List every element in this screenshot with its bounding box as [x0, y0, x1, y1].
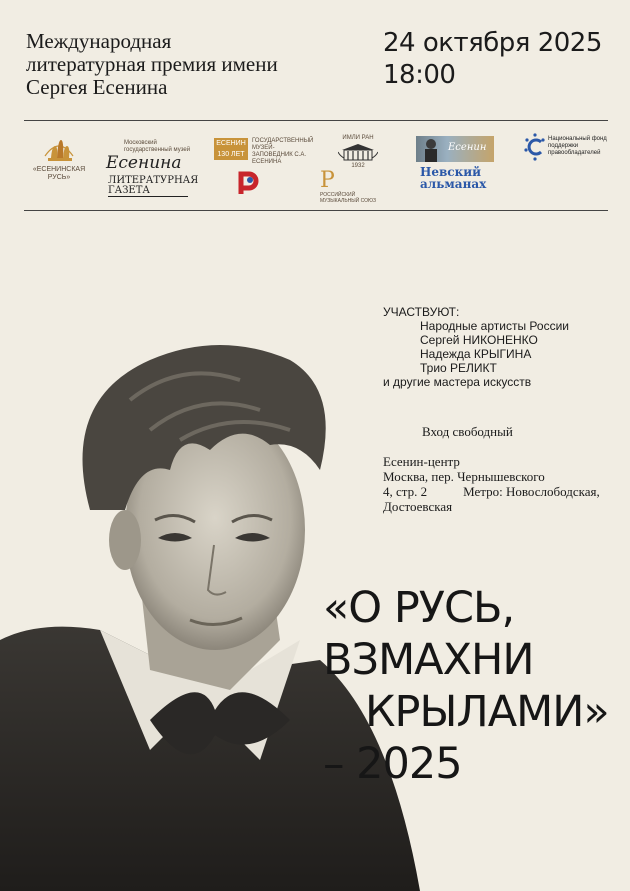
participants-others: и другие мастера искусств — [383, 375, 532, 389]
esenin-museum-logo — [106, 140, 198, 172]
imli-ran-logo — [336, 134, 380, 170]
imli-ran-caption: ИМЛИ РАН — [342, 135, 374, 141]
venue-address-building: 4, стр. 2 — [383, 484, 428, 499]
esenin-museum-script: Есенина — [106, 153, 182, 173]
participant-line: Народные артисты России — [420, 319, 569, 333]
top-divider — [24, 120, 608, 121]
esenin-130-badge: ЕСЕНИН 130 ЛЕТ — [214, 138, 248, 160]
participant-line: Надежда КРЫГИНА — [420, 347, 532, 361]
esenin-photo-banner — [416, 136, 494, 162]
esenin-rus-logo — [28, 132, 90, 182]
fund-logo — [524, 132, 608, 162]
banner-title: Есенин — [448, 142, 487, 153]
prize-title-line-3: Сергея Есенина — [26, 75, 168, 99]
venue-name: Есенин-центр — [383, 454, 460, 469]
esenin-130-caption: ГОСУДАРСТВЕННЫЙ МУЗЕЙ-ЗАПОВЕДНИК С.А. ЕСЕНИНА — [252, 138, 314, 165]
event-date: 24 октября 2025 — [383, 28, 602, 58]
headline-line-4: – 2025 — [323, 739, 462, 789]
venue-address-line-1: Москва, пер. Чернышевского — [383, 469, 545, 484]
red-p-icon — [234, 170, 260, 196]
venue-metro: Метро: Новослободская, — [463, 484, 600, 499]
music-union-caption: РОССИЙСКИЙ МУЗЫКАЛЬНЫЙ СОЮЗ — [320, 192, 377, 204]
ear-shape — [109, 510, 141, 570]
participant-line: Сергей НИКОНЕНКО — [420, 333, 538, 347]
esenin-130-logo — [214, 138, 314, 166]
esenin-rus-caption: «ЕСЕНИНСКАЯ РУСЬ» — [32, 166, 86, 181]
prize-title — [26, 30, 366, 99]
event-datetime — [383, 27, 602, 91]
participants-heading: УЧАСТВУЮТ: — [383, 305, 460, 319]
russian-music-union-logo — [320, 170, 382, 204]
participant-line: Трио РЕЛИКТ — [420, 361, 497, 375]
fund-caption: Национальный фонд поддержки правообладателей — [548, 136, 607, 156]
prize-title-line-1: Международная — [26, 29, 172, 53]
literaturnaya-gazeta-logo: ЛИТЕРАТУРНАЯ ГАЗЕТА — [108, 175, 199, 196]
headline-line-3: КРЫЛАМИ» — [365, 687, 609, 737]
music-union-letter: Р — [320, 168, 335, 193]
partner-logos — [24, 130, 608, 208]
event-headline — [323, 582, 609, 790]
free-entry-note: Вход свободный — [422, 424, 513, 439]
headline-line-1: «О РУСЬ, — [323, 583, 515, 633]
bottom-divider — [24, 210, 608, 211]
prize-title-line-2: литературная премия имени — [26, 52, 278, 76]
event-time: 18:00 — [383, 60, 456, 90]
building-icon — [338, 142, 378, 162]
red-p-logo — [234, 170, 260, 196]
portrait-thumbnail-icon — [422, 136, 440, 162]
church-domes-icon — [39, 132, 79, 166]
imli-ran-year: 1932 — [351, 163, 365, 169]
fund-circle-icon — [524, 132, 546, 162]
headline-line-2: ВЗМАХНИ — [323, 635, 534, 685]
venue-metro-line-2: Достоевская — [383, 499, 453, 514]
nevsky-almanac-logo: Невский альманах — [420, 165, 487, 191]
esenin-museum-caption: Московский государственный музей — [124, 140, 191, 153]
